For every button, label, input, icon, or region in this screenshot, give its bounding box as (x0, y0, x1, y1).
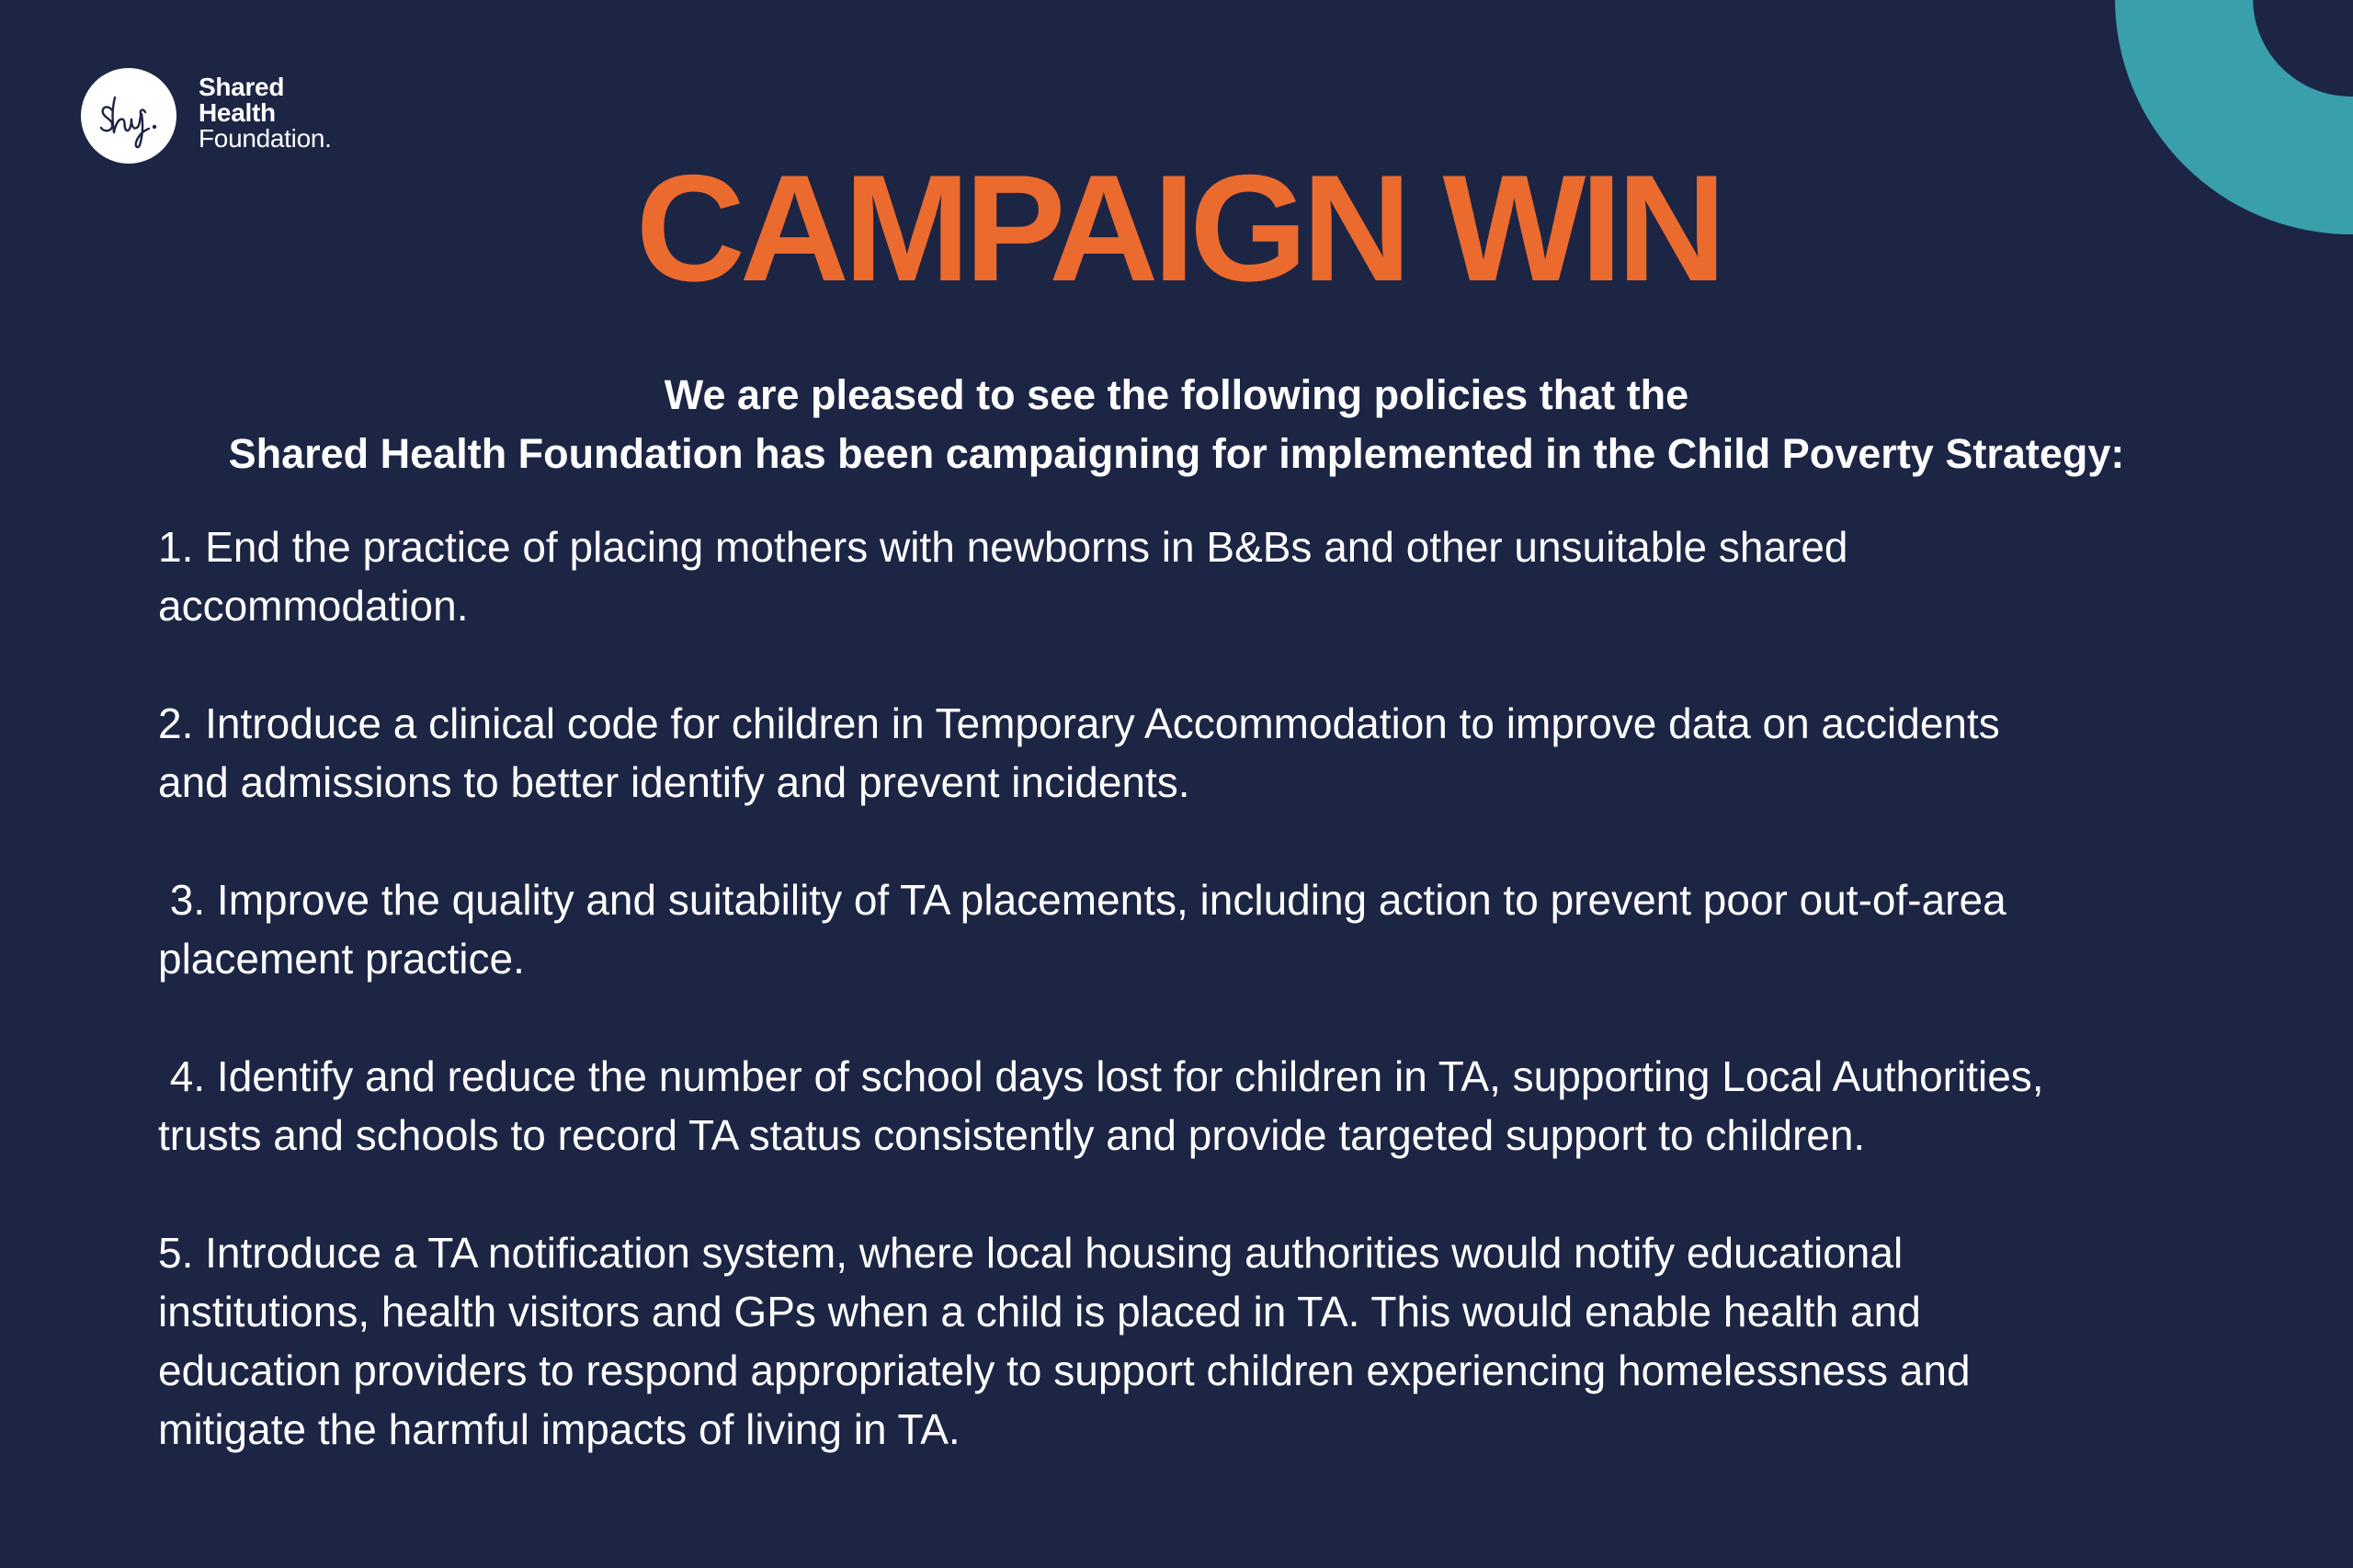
policy-item-2 (158, 694, 2217, 812)
policy-text-line: 5. Introduce a TA notification system, where local housing authorities would notify educational (158, 1229, 1904, 1277)
policy-text-line: 2. Introduce a clinical code for children in Temporary Accommodation to improve data on accidents (158, 699, 2000, 747)
policy-item-5 (158, 1223, 2217, 1459)
policy-text-line: institutions, health visitors and GPs when a child is placed in TA. This would enable health and (158, 1288, 1921, 1335)
decorative-ring-hole (2253, 0, 2353, 97)
policy-text-line: 1. End the practice of placing mothers with newborns in B&Bs and other unsuitable shared (158, 523, 1848, 571)
subheading-line-1: We are pleased to see the following policies that the (664, 371, 1689, 418)
wordmark-line-health: Health (199, 98, 276, 127)
shf-signature-icon (92, 79, 165, 153)
policy-text-line: 4. Identify and reduce the number of school days lost for children in TA, supporting Local Authorities, (158, 1052, 2044, 1100)
policy-list (158, 517, 2217, 1517)
policy-text-line: accommodation. (158, 582, 469, 630)
subheading (0, 366, 2353, 483)
policy-item-3 (158, 870, 2217, 988)
policy-text-line: 3. Improve the quality and suitability of TA placements, including action to prevent poor out-of-area (158, 876, 2006, 924)
wordmark-line-foundation: Foundation. (199, 124, 332, 153)
policy-text-line: education providers to respond appropriately to support children experiencing homelessness and (158, 1346, 1971, 1394)
policy-text-line: trusts and schools to record TA status consistently and provide targeted support to children. (158, 1111, 1866, 1159)
page-title: CAMPAIGN WIN (635, 143, 1722, 312)
policy-item-4 (158, 1047, 2217, 1165)
subheading-line-2: Shared Health Foundation has been campaigning for implemented in the Child Poverty Strategy: (228, 430, 2125, 477)
policy-text-line: placement practice. (158, 935, 525, 983)
policy-text-line: mitigate the harmful impacts of living in TA. (158, 1405, 961, 1453)
policy-text-line: and admissions to better identify and prevent incidents. (158, 758, 1190, 806)
wordmark-line-shared: Shared (199, 73, 285, 101)
policy-item-1 (158, 517, 2217, 635)
logo-wordmark (199, 74, 332, 152)
shf-script-monogram-icon (81, 68, 176, 164)
shared-health-foundation-logo (81, 67, 332, 165)
